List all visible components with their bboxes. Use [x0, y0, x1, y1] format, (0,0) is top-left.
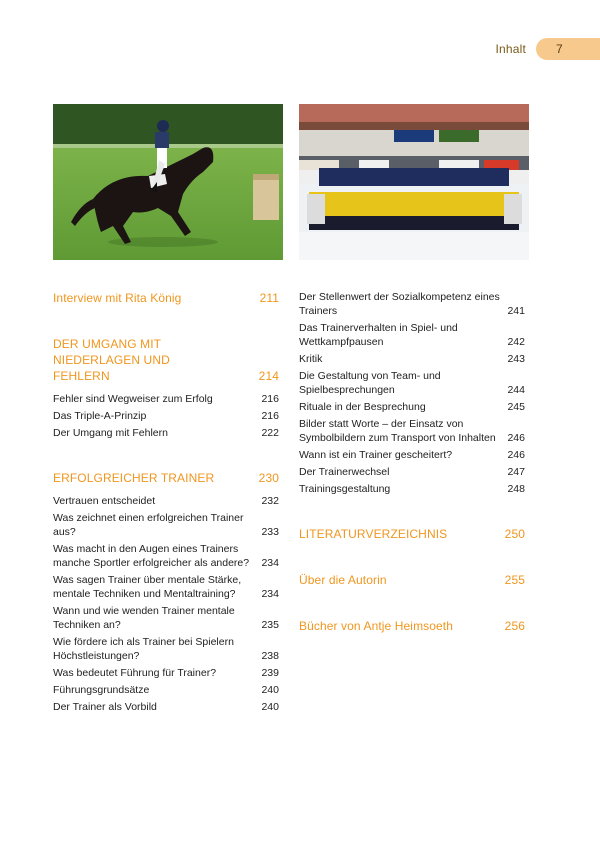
toc-entry-page: 233	[261, 526, 279, 538]
toc-entry-page: 255	[504, 573, 525, 587]
toc-entry-page: 234	[261, 557, 279, 569]
toc-entry	[299, 482, 525, 496]
toc-entry-page: 235	[261, 619, 279, 631]
toc-left-column	[53, 290, 279, 717]
toc-entry-page: 239	[261, 667, 279, 679]
toc-entry-title: Was bedeutet Führung für Trainer?	[53, 667, 217, 679]
toc-entry	[299, 400, 525, 414]
toc-entry-title: Kritik	[299, 353, 323, 365]
toc-entry	[53, 573, 279, 601]
toc-entry-title: Bilder statt Worte – der Einsatz von Symbolbildern zum Transport von Inhalten	[299, 418, 496, 444]
toc-entry-title: Die Gestaltung von Team- und Spielbesprechungen	[299, 370, 441, 396]
toc-entry-title: Was sagen Trainer über mentale Stärke, mentale Techniken und Mentaltraining?	[53, 574, 242, 600]
toc-entry-page: 240	[261, 701, 279, 713]
toc-entry	[53, 635, 279, 663]
toc-entry-page: 248	[507, 483, 525, 495]
toc-entry-title: Vertrauen entscheidet	[53, 495, 156, 507]
page-number-tab	[536, 38, 600, 60]
toc-entry	[299, 465, 525, 479]
toc-entry-title: Interview mit Rita König	[53, 291, 182, 305]
toc-chapter-heading	[299, 618, 525, 634]
toc-entry-page: 230	[258, 471, 279, 485]
toc-entry	[53, 604, 279, 632]
toc-entry-title: Rituale in der Besprechung	[299, 401, 426, 413]
toc-entry-title: LITERATURVERZEICHNIS	[299, 527, 448, 541]
toc-entry-page: 245	[507, 401, 525, 413]
toc-entry	[53, 392, 279, 406]
horse-rider-photo	[53, 104, 283, 260]
toc-entry-title: Wann und wie wenden Trainer mentale Techniken an?	[53, 605, 235, 631]
toc-entry-title: Trainingsgestaltung	[299, 483, 391, 495]
toc-entry-title: Das Trainerverhalten in Spiel- und Wettkampfpausen	[299, 322, 458, 348]
toc-entry-page: 211	[259, 291, 279, 305]
toc-entry	[299, 417, 525, 445]
toc-entry-title: Bücher von Antje Heimsoeth	[299, 619, 454, 633]
toc-entry-title: Der Trainerwechsel	[299, 466, 390, 478]
toc-entry-title: Der Stellenwert der Sozialkompetenz eines Trainers	[299, 291, 500, 317]
toc-entry-title: Über die Autorin	[299, 573, 387, 587]
toc-entry-title: Was zeichnet einen erfolgreichen Trainer aus?	[53, 512, 244, 538]
toc-entry-page: 222	[261, 427, 279, 439]
page-number: 7	[556, 42, 563, 56]
toc-entry-page: 216	[261, 393, 279, 405]
toc-entry-page: 240	[261, 684, 279, 696]
toc-chapter-heading	[53, 336, 279, 384]
toc-entry-title: DER UMGANG MIT NIEDERLAGEN UND FEHLERN	[53, 337, 170, 383]
toc-entry-page: 216	[261, 410, 279, 422]
toc-entry-title: Fehler sind Wegweiser zum Erfolg	[53, 393, 213, 405]
toc-entry	[53, 494, 279, 508]
toc-entry	[299, 290, 525, 318]
toc-entry-page: 243	[507, 353, 525, 365]
toc-entry	[53, 511, 279, 539]
toc-entry-page: 244	[507, 384, 525, 396]
toc-entry	[299, 321, 525, 349]
toc-entry-title: Das Triple-A-Prinzip	[53, 410, 147, 422]
toc-entry-title: Führungsgrundsätze	[53, 684, 150, 696]
toc-entry	[299, 448, 525, 462]
toc-chapter-heading	[53, 470, 279, 486]
toc-entry-page: 246	[507, 432, 525, 444]
toc-entry-page: 246	[507, 449, 525, 461]
toc-entry-page: 238	[261, 650, 279, 662]
toc-entry-page: 241	[507, 305, 525, 317]
toc-right-column	[299, 290, 525, 634]
toc-entry-page: 247	[507, 466, 525, 478]
toc-entry-title: Der Trainer als Vorbild	[53, 701, 157, 713]
toc-entry-title: Was macht in den Augen eines Trainers manche Sportler erfolgreicher als andere?	[53, 543, 250, 569]
toc-entry	[53, 542, 279, 570]
toc-entry	[53, 426, 279, 440]
toc-entry-page: 214	[258, 369, 279, 383]
page-header	[495, 38, 600, 60]
toc-entry-title: Der Umgang mit Fehlern	[53, 427, 168, 439]
toc-entry-title: Wie fördere ich als Trainer bei Spielern Höchstleistungen?	[53, 636, 234, 662]
toc-entry-page: 250	[504, 527, 525, 541]
toc-entry	[53, 700, 279, 714]
toc-chapter-heading	[299, 572, 525, 588]
toc-entry	[299, 369, 525, 397]
toc-entry-page: 232	[261, 495, 279, 507]
toc-entry	[299, 352, 525, 366]
toc-entry-title: Wann ist ein Trainer gescheitert?	[299, 449, 453, 461]
toc-entry	[53, 409, 279, 423]
toc-entry-page: 242	[507, 336, 525, 348]
toc-entry-title: ERFOLGREICHER TRAINER	[53, 471, 215, 485]
toc-entry	[53, 666, 279, 680]
toc-entry-page: 256	[504, 619, 525, 633]
toc-entry	[53, 683, 279, 697]
toc-chapter-heading	[299, 526, 525, 542]
toc-entry-page: 234	[261, 588, 279, 600]
section-title: Inhalt	[495, 42, 526, 56]
toc-chapter-heading	[53, 290, 279, 306]
ice-hockey-team-photo	[299, 104, 529, 260]
